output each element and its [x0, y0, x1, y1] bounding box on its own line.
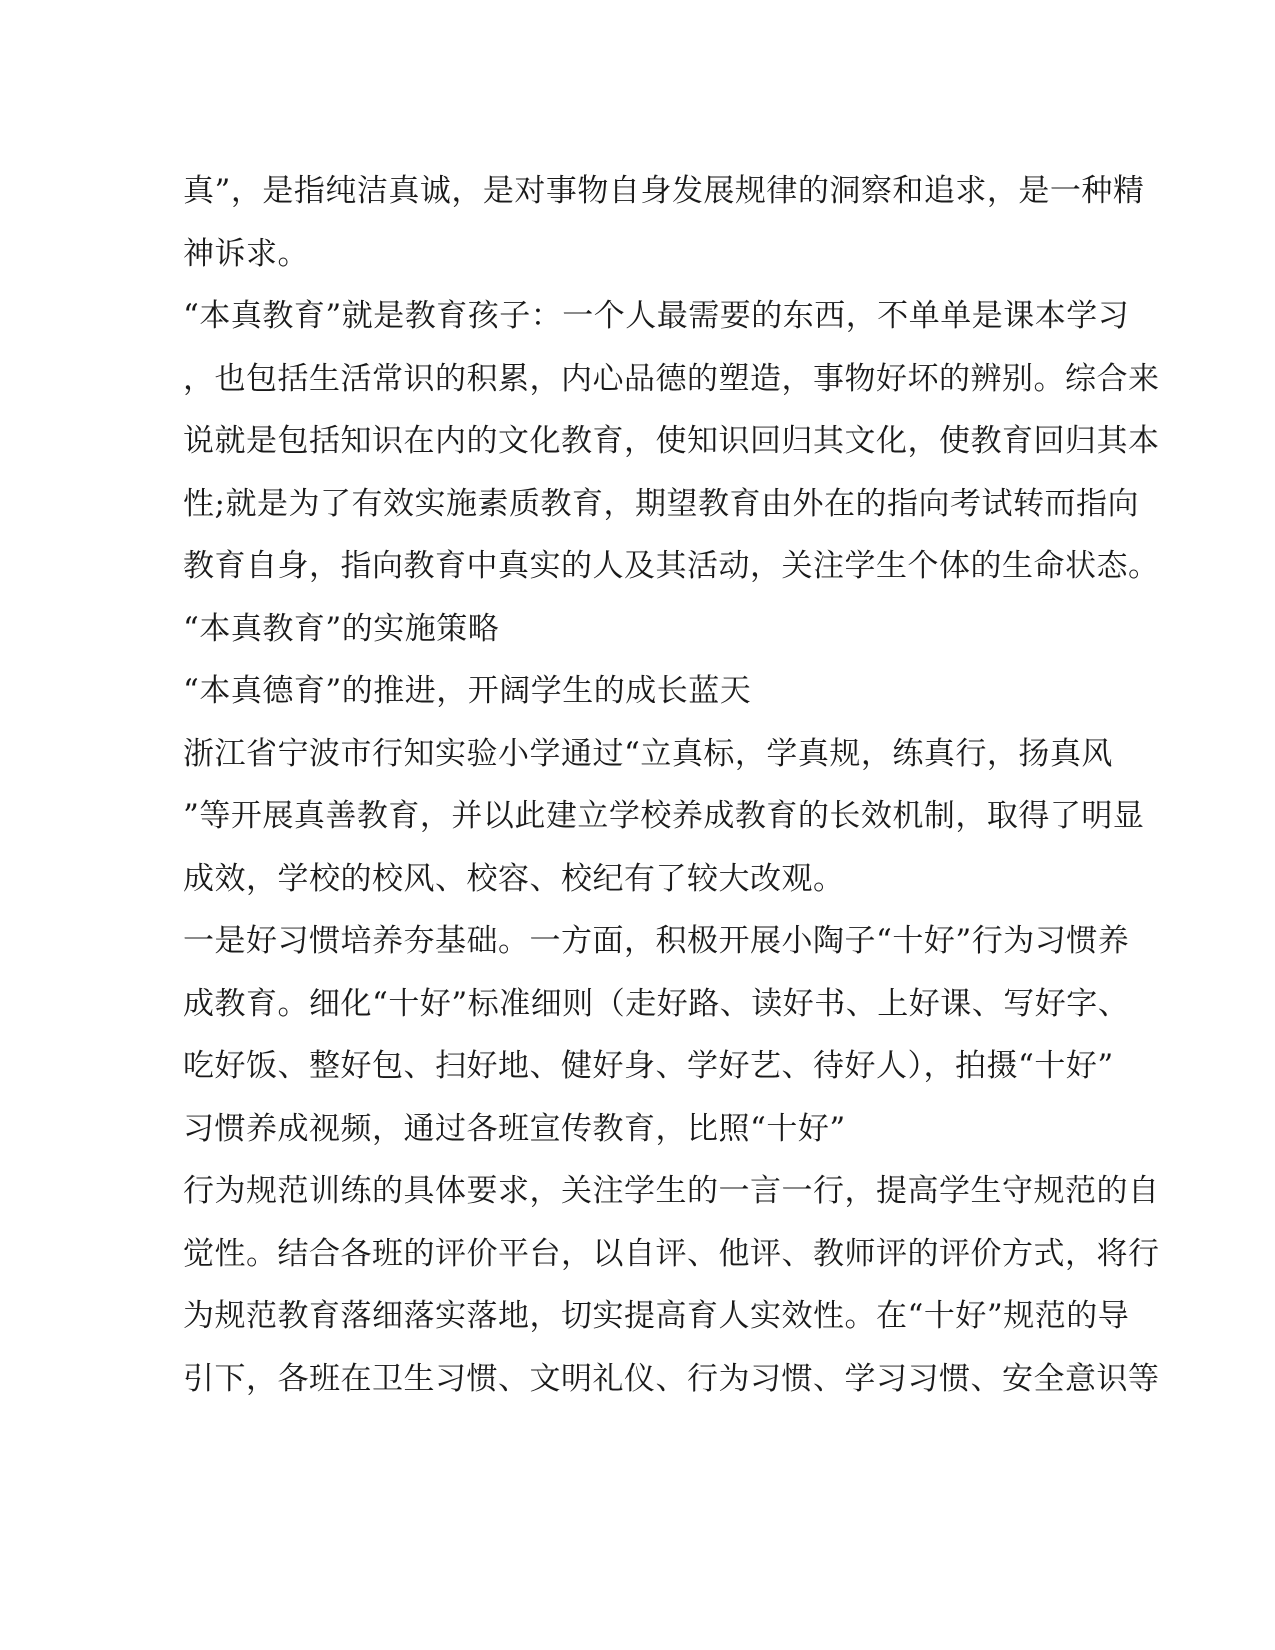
text-line: 教育自身，指向教育中真实的人及其活动，关注学生个体的生命状态。: [183, 548, 1160, 584]
subsection-heading: “本真德育”的推进，开阔学生的成长蓝天: [183, 673, 752, 709]
text-line: 浙江省宁波市行知实验小学通过“立真标，学真规，练真行，扬真风: [183, 735, 1113, 772]
document-body: [183, 160, 1160, 1410]
text-line: 说就是包括知识在内的文化教育，使知识回归其文化，使教育回归其本: [183, 423, 1160, 459]
text-line: ，也包括生活常识的积累，内心品德的塑造，事物好坏的辨别。综合来: [183, 360, 1160, 397]
text-line: 吃好饭、整好包、扫好地、健好身、学好艺、待好人），拍摄“十好”: [183, 1048, 1114, 1084]
text-line: 神诉求。: [183, 235, 309, 272]
section-heading: “本真教育”的实施策略: [183, 610, 500, 647]
text-line: 行为规范训练的具体要求，关注学生的一言一行，提高学生守规范的自: [183, 1173, 1160, 1209]
text-line: 习惯养成视频，通过各班宣传教育，比照“十好”: [183, 1110, 846, 1147]
text-line: ”等开展真善教育，并以此建立学校养成教育的长效机制，取得了明显: [183, 798, 1145, 834]
text-line: 性;就是为了有效实施素质教育，期望教育由外在的指向考试转而指向: [183, 485, 1139, 522]
text-line: 为规范教育落细落实落地，切实提高育人实效性。在“十好”规范的导: [183, 1298, 1130, 1334]
text-line: 成效，学校的校风、校容、校纪有了较大改观。: [183, 860, 845, 897]
text-line: 引下，各班在卫生习惯、文明礼仪、行为习惯、学习习惯、安全意识等: [183, 1360, 1160, 1397]
text-line: 真”，是指纯洁真诚，是对事物自身发展规律的洞察和追求，是一种精: [183, 173, 1145, 209]
text-line: 觉性。结合各班的评价平台，以自评、他评、教师评的评价方式，将行: [183, 1235, 1160, 1272]
text-line: “本真教育”就是教育孩子：一个人最需要的东西，不单单是课本学习: [183, 298, 1130, 334]
text-line: 一是好习惯培养夯基础。一方面，积极开展小陶子“十好”行为习惯养: [183, 923, 1130, 959]
text-line: 成教育。细化“十好”标准细则（走好路、读好书、上好课、写好字、: [183, 985, 1130, 1022]
